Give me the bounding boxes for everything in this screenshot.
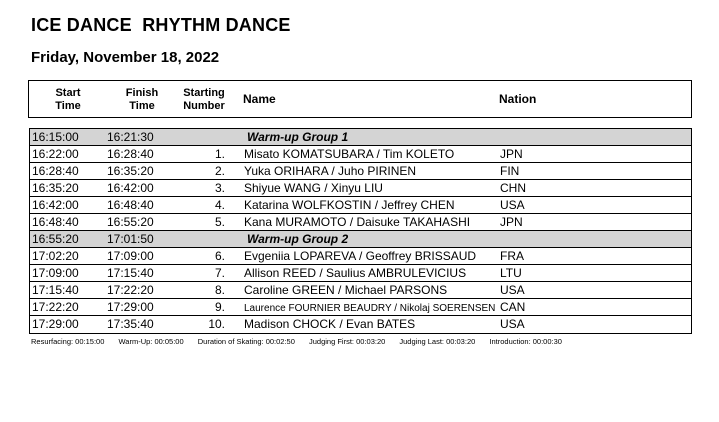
team-name: Yuka ORIHARA / Juho PIRINEN bbox=[244, 164, 417, 178]
starting-number: 9. bbox=[214, 300, 225, 314]
nation-code: LTU bbox=[500, 266, 522, 280]
finish-time: 16:35:20 bbox=[107, 164, 154, 178]
finish-time: 16:28:40 bbox=[107, 147, 154, 161]
table-row bbox=[30, 197, 691, 214]
schedule-table bbox=[29, 128, 692, 334]
column-header-finish-time: Finish Time bbox=[125, 87, 159, 112]
nation-code: USA bbox=[500, 198, 525, 212]
finish-time: 16:55:20 bbox=[107, 215, 154, 229]
nation-code: USA bbox=[500, 283, 525, 297]
footer-judging-first: Judging First: 00:03:20 bbox=[309, 337, 386, 346]
table-row bbox=[30, 214, 691, 231]
start-time: 17:22:20 bbox=[32, 300, 79, 314]
table-row bbox=[30, 180, 691, 197]
footer-judging-last: Judging Last: 00:03:20 bbox=[399, 337, 476, 346]
footer-duration: Duration of Skating: 00:02:50 bbox=[197, 337, 295, 346]
table-row bbox=[30, 282, 691, 299]
start-time: 16:42:00 bbox=[32, 198, 79, 212]
table-row bbox=[30, 146, 691, 163]
event-date: Friday, November 18, 2022 bbox=[31, 49, 220, 66]
starting-number: 3. bbox=[214, 181, 225, 195]
team-name: Laurence FOURNIER BEAUDRY / Nikolaj SOERENSEN bbox=[244, 303, 496, 314]
team-name: Katarina WOLFKOSTIN / Jeffrey CHEN bbox=[244, 198, 455, 212]
footer-introduction: Introduction: 00:00:30 bbox=[489, 337, 562, 346]
footer-timings bbox=[31, 337, 574, 346]
start-time: 16:15:00 bbox=[32, 130, 79, 144]
start-time: 17:02:20 bbox=[32, 249, 79, 263]
starting-number: 4. bbox=[214, 198, 225, 212]
team-name: Caroline GREEN / Michael PARSONS bbox=[244, 283, 448, 297]
finish-time: 16:42:00 bbox=[107, 181, 154, 195]
event-title: ICE DANCE RHYTHM DANCE bbox=[31, 15, 291, 35]
start-time: 17:09:00 bbox=[32, 266, 79, 280]
table-row bbox=[30, 163, 691, 180]
starting-number: 6. bbox=[214, 249, 225, 263]
start-time: 16:22:00 bbox=[32, 147, 79, 161]
finish-time: 17:35:40 bbox=[107, 317, 154, 331]
nation-code: JPN bbox=[500, 147, 523, 161]
start-time: 16:55:20 bbox=[32, 232, 79, 246]
footer-warmup: Warm-Up: 00:05:00 bbox=[118, 337, 184, 346]
starting-number: 5. bbox=[214, 215, 225, 229]
nation-code: FRA bbox=[500, 249, 524, 263]
warmup-group-row bbox=[30, 231, 691, 248]
team-name: Madison CHOCK / Evan BATES bbox=[244, 317, 416, 331]
finish-time: 17:01:50 bbox=[107, 232, 154, 246]
nation-code: CAN bbox=[500, 300, 526, 314]
table-row bbox=[30, 248, 691, 265]
start-time: 16:28:40 bbox=[32, 164, 79, 178]
starting-number: 10. bbox=[208, 317, 225, 331]
team-name: Shiyue WANG / Xinyu LIU bbox=[244, 181, 383, 195]
warmup-group-label: Warm-up Group 1 bbox=[247, 130, 349, 144]
finish-time: 17:15:40 bbox=[107, 266, 154, 280]
start-time: 16:48:40 bbox=[32, 215, 79, 229]
column-header-starting-number: Starting Number bbox=[183, 87, 225, 112]
finish-time: 17:29:00 bbox=[107, 300, 154, 314]
table-header bbox=[28, 80, 692, 118]
finish-time: 16:48:40 bbox=[107, 198, 154, 212]
warmup-group-row bbox=[30, 129, 691, 146]
warmup-group-label: Warm-up Group 2 bbox=[247, 232, 349, 246]
finish-time: 17:22:20 bbox=[107, 283, 154, 297]
starting-number: 8. bbox=[214, 283, 225, 297]
table-row bbox=[30, 265, 691, 282]
team-name: Misato KOMATSUBARA / Tim KOLETO bbox=[244, 147, 455, 161]
starting-number: 1. bbox=[214, 147, 225, 161]
table-row bbox=[30, 299, 691, 316]
start-time: 16:35:20 bbox=[32, 181, 79, 195]
column-header-name: Name bbox=[243, 92, 276, 106]
start-time: 17:29:00 bbox=[32, 317, 79, 331]
starting-number: 7. bbox=[214, 266, 225, 280]
nation-code: FIN bbox=[500, 164, 520, 178]
nation-code: USA bbox=[500, 317, 525, 331]
column-header-start-time: Start Time bbox=[55, 87, 81, 112]
starting-number: 2. bbox=[214, 164, 225, 178]
team-name: Evgeniia LOPAREVA / Geoffrey BRISSAUD bbox=[244, 249, 477, 263]
finish-time: 17:09:00 bbox=[107, 249, 154, 263]
column-header-nation: Nation bbox=[499, 92, 537, 106]
team-name: Kana MURAMOTO / Daisuke TAKAHASHI bbox=[244, 215, 471, 229]
team-name: Allison REED / Saulius AMBRULEVICIUS bbox=[244, 266, 467, 280]
footer-resurfacing: Resurfacing: 00:15:00 bbox=[31, 337, 105, 346]
nation-code: CHN bbox=[500, 181, 526, 195]
table-row bbox=[30, 316, 691, 333]
start-time: 17:15:40 bbox=[32, 283, 79, 297]
finish-time: 16:21:30 bbox=[107, 130, 154, 144]
nation-code: JPN bbox=[500, 215, 523, 229]
